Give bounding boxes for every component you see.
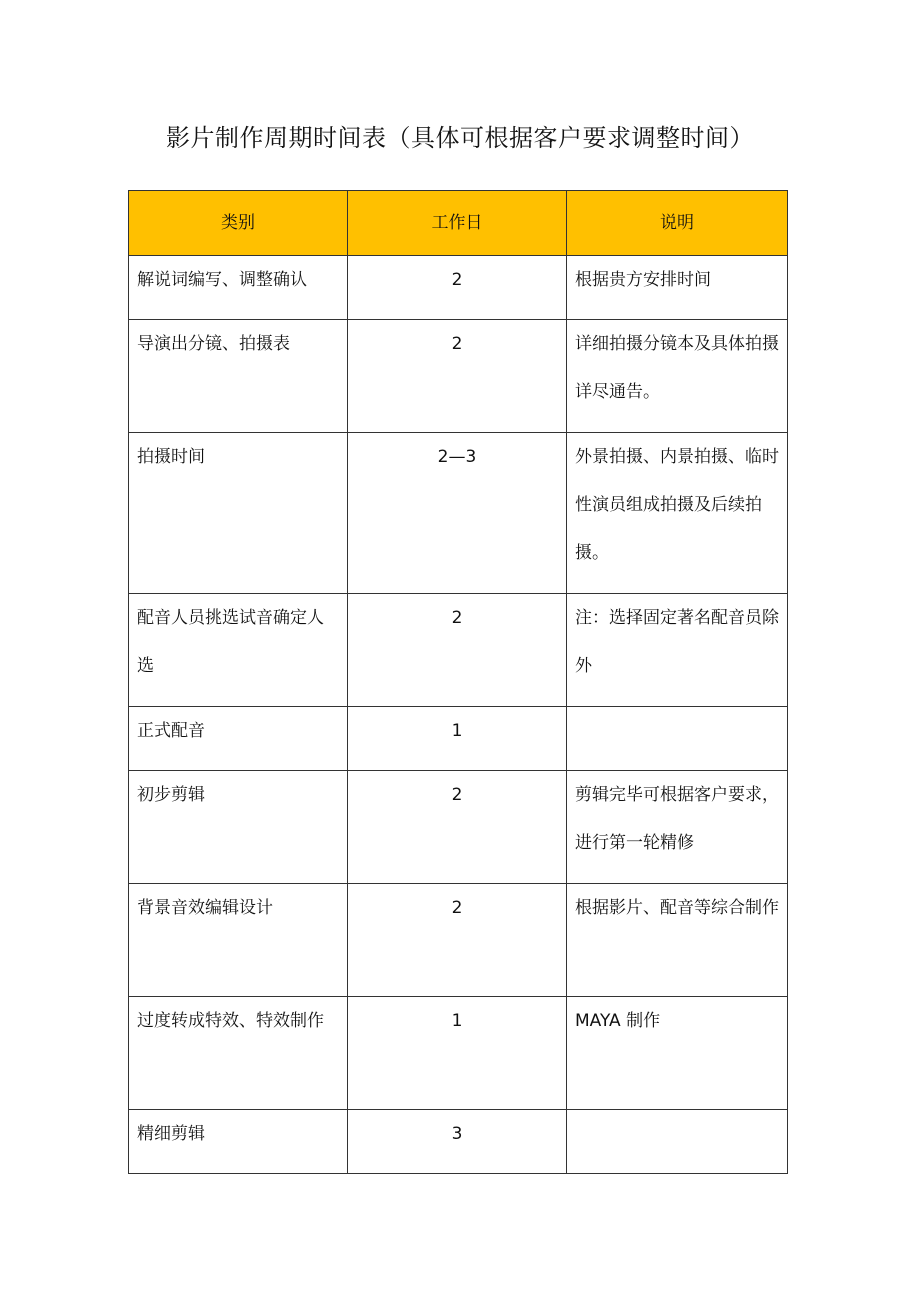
- row-category: 过度转成特效、特效制作: [129, 997, 348, 1110]
- row-category: 拍摄时间: [129, 433, 348, 594]
- page-title: 影片制作周期时间表（具体可根据客户要求调整时间）: [166, 124, 754, 152]
- table-row: [129, 256, 788, 320]
- row-category: 精细剪辑: [129, 1110, 348, 1174]
- row-note: [567, 707, 788, 771]
- row-days: 2: [348, 594, 567, 707]
- row-note: 详细拍摄分镜本及具体拍摄详尽通告。: [567, 320, 788, 433]
- table-row: [129, 884, 788, 997]
- row-note: 根据贵方安排时间: [567, 256, 788, 320]
- row-days: 2: [348, 320, 567, 433]
- row-days: 1: [348, 997, 567, 1110]
- row-days: 2: [348, 884, 567, 997]
- row-category: 配音人员挑选试音确定人选: [129, 594, 348, 707]
- row-note: 外景拍摄、内景拍摄、临时性演员组成拍摄及后续拍摄。: [567, 433, 788, 594]
- row-days: 2: [348, 771, 567, 884]
- row-note: [567, 1110, 788, 1174]
- header-category: 类别: [129, 191, 348, 256]
- row-note: 根据影片、配音等综合制作: [567, 884, 788, 997]
- row-days: 1: [348, 707, 567, 771]
- row-note: 剪辑完毕可根据客户要求，进行第一轮精修: [567, 771, 788, 884]
- row-days: 3: [348, 1110, 567, 1174]
- row-category: 解说词编写、调整确认: [129, 256, 348, 320]
- row-category: 背景音效编辑设计: [129, 884, 348, 997]
- row-days: 2—3: [348, 433, 567, 594]
- table-row: [129, 707, 788, 771]
- table-row: [129, 997, 788, 1110]
- row-note: MAYA 制作: [567, 997, 788, 1110]
- row-category: 初步剪辑: [129, 771, 348, 884]
- row-category: 正式配音: [129, 707, 348, 771]
- row-category: 导演出分镜、拍摄表: [129, 320, 348, 433]
- table-row: [129, 1110, 788, 1174]
- header-note: 说明: [567, 191, 788, 256]
- table-row: [129, 594, 788, 707]
- table-row: [129, 320, 788, 433]
- row-note: 注：选择固定著名配音员除外: [567, 594, 788, 707]
- schedule-table: [128, 190, 788, 1174]
- header-days: 工作日: [348, 191, 567, 256]
- table-row: [129, 771, 788, 884]
- table-header-row: [129, 191, 788, 256]
- table-row: [129, 433, 788, 594]
- row-days: 2: [348, 256, 567, 320]
